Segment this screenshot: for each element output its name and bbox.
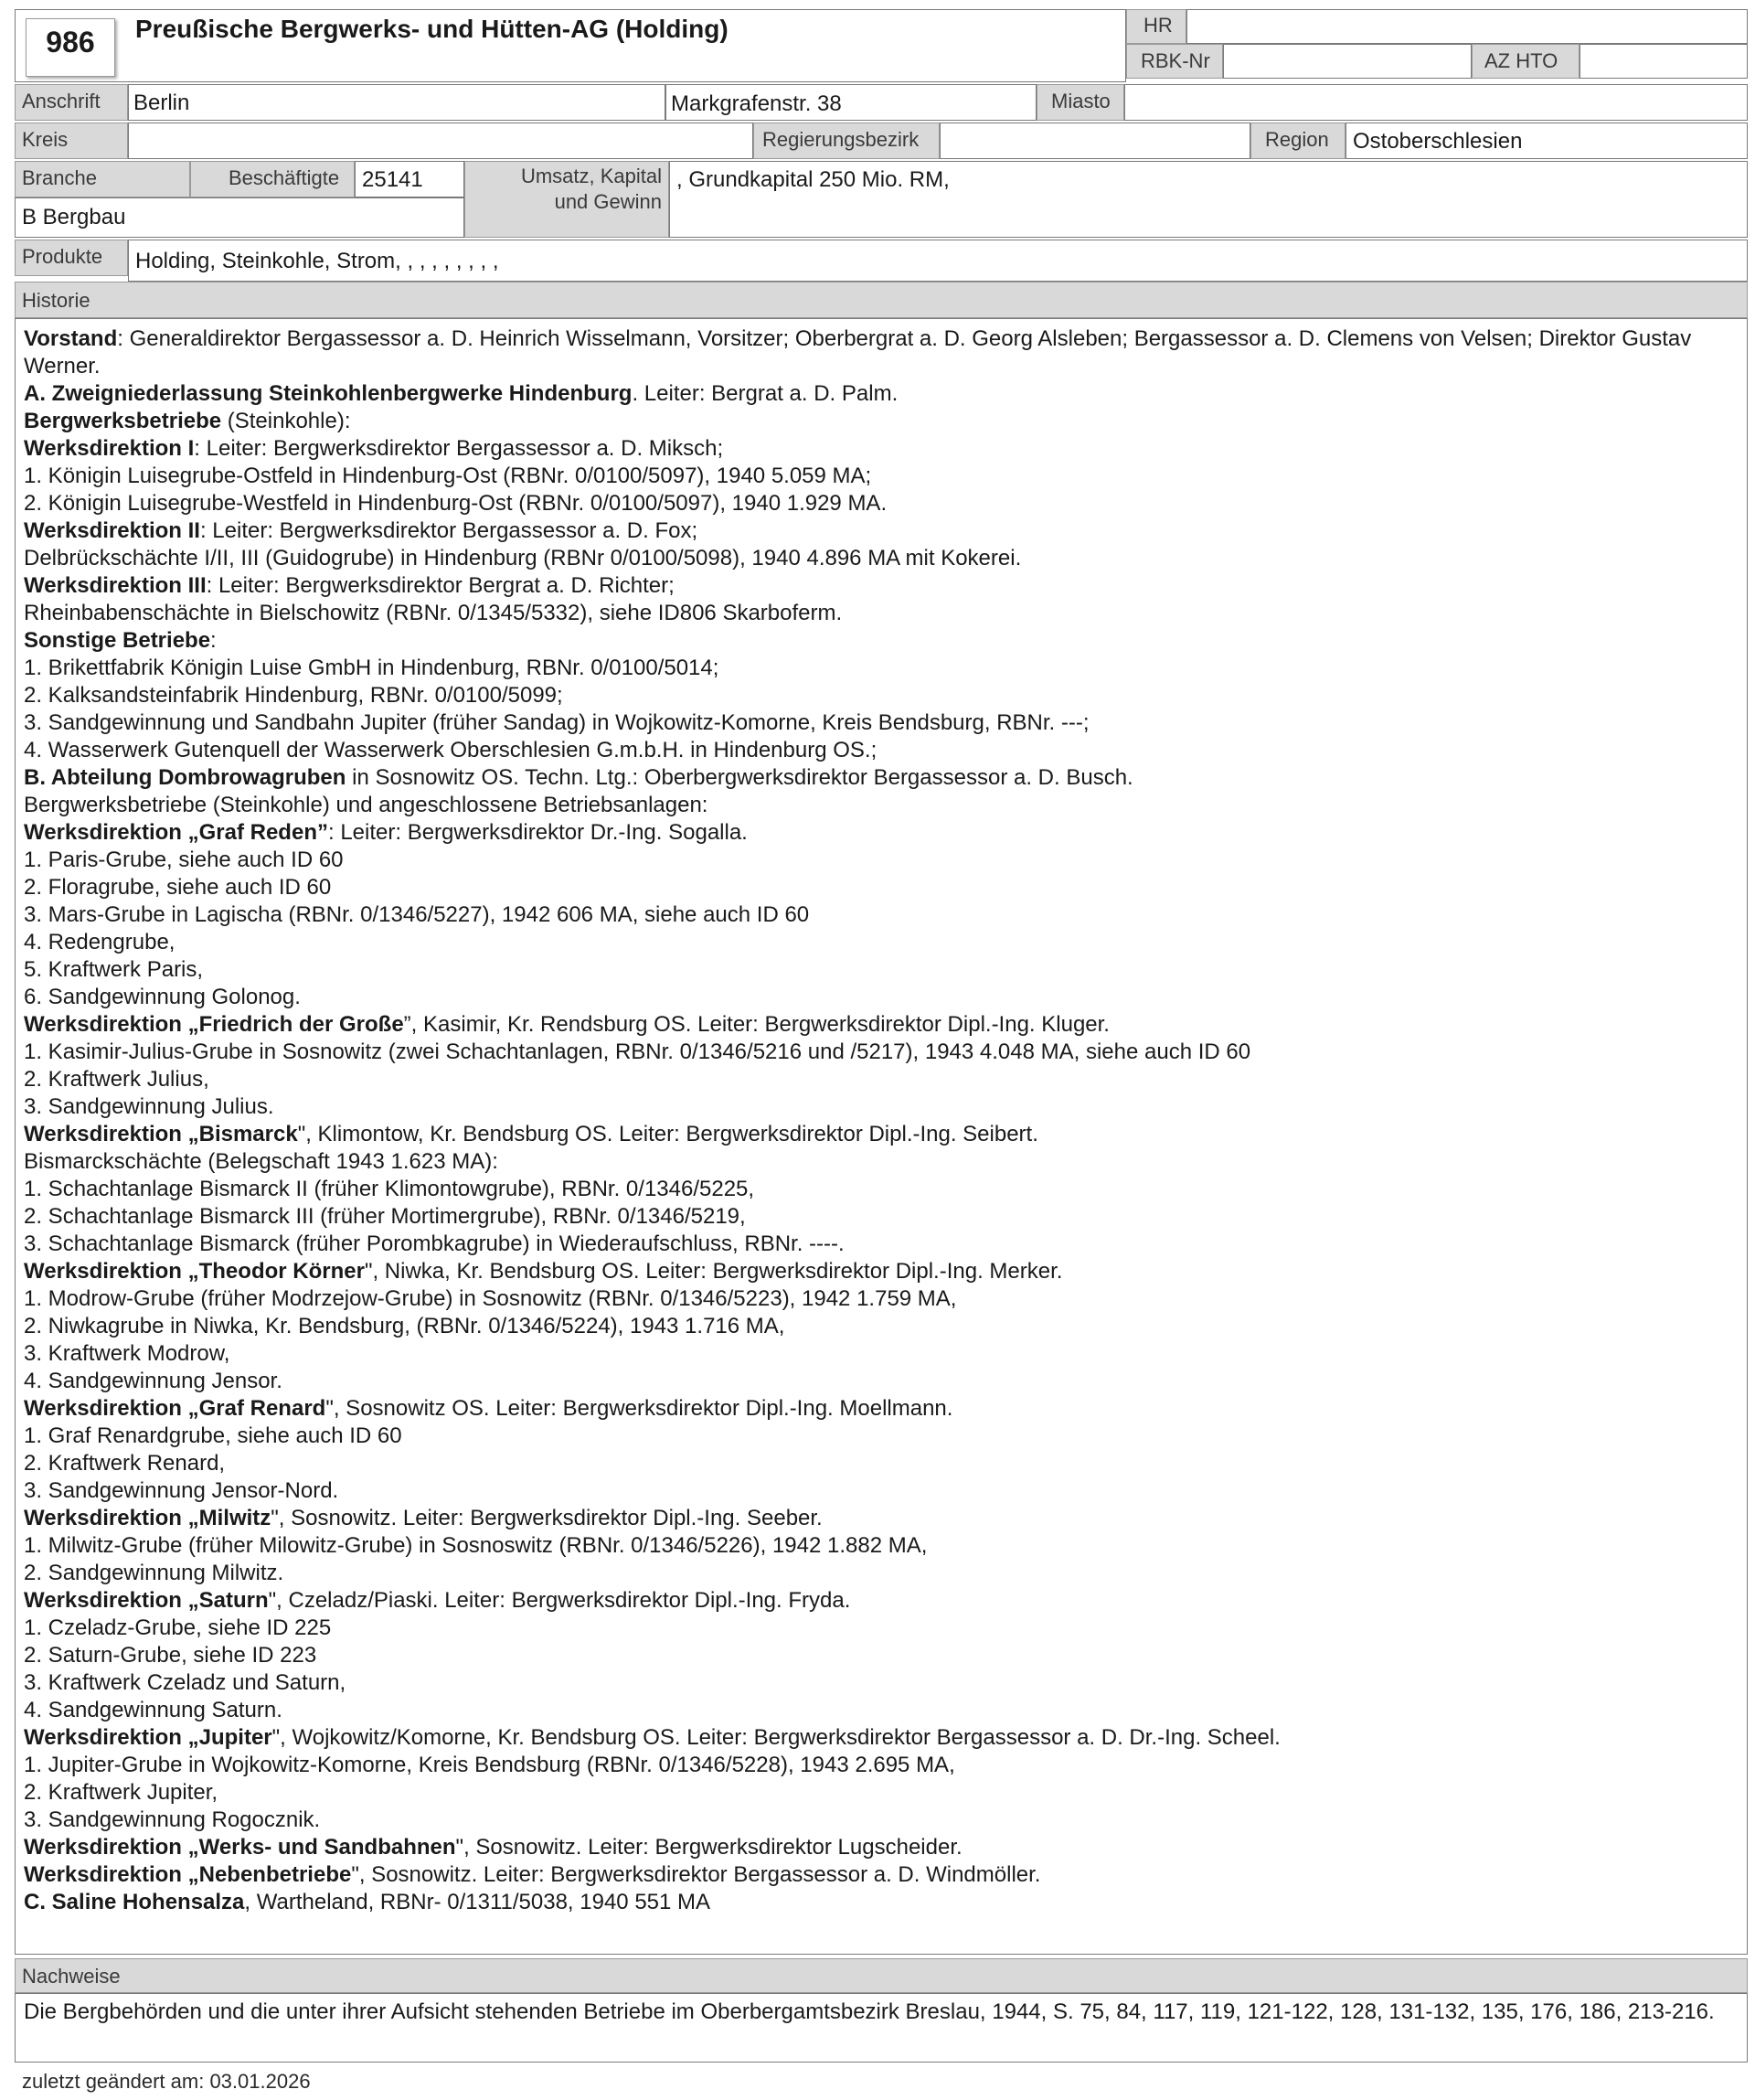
historie-line xyxy=(24,1313,1742,1340)
historie-line xyxy=(24,1395,1742,1423)
historie-line xyxy=(24,1450,1742,1477)
historie-line xyxy=(24,1368,1742,1395)
historie-line-text: 3. Sandgewinnung Rogocznik. xyxy=(24,1807,321,1832)
historie-line-bold: Werksdirektion „Graf Reden” xyxy=(24,820,328,845)
miasto-label-text: Miasto xyxy=(1051,90,1111,112)
historie-line xyxy=(24,1066,1742,1093)
azhto-field[interactable] xyxy=(1580,44,1748,79)
historie-line xyxy=(24,737,1742,764)
historie-line xyxy=(24,1148,1742,1176)
historie-line xyxy=(24,1807,1742,1834)
company-name: Preußische Bergwerks- und Hütten-AG (Holding) xyxy=(135,15,729,43)
historie-line xyxy=(24,819,1742,847)
historie-line xyxy=(24,1093,1742,1121)
historie-line-bold: Werksdirektion II xyxy=(24,518,200,543)
historie-line-text: 4. Sandgewinnung Saturn. xyxy=(24,1698,282,1722)
record-id: 986 xyxy=(46,26,95,59)
kreis-label-text: Kreis xyxy=(22,128,69,151)
historie-line-text: 5. Kraftwerk Paris, xyxy=(24,957,204,982)
historie-line-text: 3. Schachtanlage Bismarck (früher Porombkagrube) in Wiederaufschluss, RBNr. ----. xyxy=(24,1231,845,1256)
historie-line-text: : Leiter: Bergwerksdirektor Bergrat a. D. Richter; xyxy=(206,573,675,598)
historie-line-text: 2. Sandgewinnung Milwitz. xyxy=(24,1561,284,1585)
historie-line-text: : Leiter: Bergwerksdirektor Bergassessor a. D. Fox; xyxy=(199,518,698,543)
historie-line-bold: Werksdirektion „Jupiter xyxy=(24,1725,272,1750)
historie-line xyxy=(24,463,1742,490)
historie-line-text: 3. Sandgewinnung und Sandbahn Jupiter (früher Sandag) in Wojkowitz-Komorne, Kreis Bendsburg, RBNr. ---; xyxy=(24,710,1090,735)
hr-field[interactable] xyxy=(1186,9,1748,44)
historie-line xyxy=(24,1176,1742,1203)
historie-line xyxy=(24,1861,1742,1889)
historie-line xyxy=(24,1532,1742,1560)
historie-line xyxy=(24,1560,1742,1587)
historie-line-text: 2. Floragrube, siehe auch ID 60 xyxy=(24,875,332,900)
historie-label-text: Historie xyxy=(22,289,90,312)
kreis-field[interactable] xyxy=(128,123,753,159)
historie-line-bold: Werksdirektion I xyxy=(24,436,195,461)
historie-line-text: ", Sosnowitz. Leiter: Bergwerksdirektor Bergassessor a. D. Windmöller. xyxy=(351,1862,1041,1887)
historie-line-bold: Werksdirektion „Milwitz xyxy=(24,1506,271,1530)
historie-line xyxy=(24,1121,1742,1148)
historie-line-text: in Sosnowitz OS. Techn. Ltg.: Oberbergwerksdirektor Bergassessor a. D. Busch. xyxy=(346,765,1133,790)
nachweise-label xyxy=(15,1958,1748,1993)
produkte-value: Holding, Steinkohle, Strom, , , , , , , , , xyxy=(135,249,499,273)
historie-line-bold: Werksdirektion „Graf Renard xyxy=(24,1396,326,1421)
historie-line-text: 1. Jupiter-Grube in Wojkowitz-Komorne, Kreis Bendsburg (RBNr. 0/1346/5228), 1943 2.695 MA, xyxy=(24,1753,955,1777)
historie-line-bold: Werksdirektion „Saturn xyxy=(24,1588,269,1613)
hr-label-text: HR xyxy=(1143,14,1173,37)
historie-line xyxy=(24,380,1742,408)
historie-line xyxy=(24,1477,1742,1505)
anschrift-label-text: Anschrift xyxy=(22,90,101,112)
historie-line-text: ”, Kasimir, Kr. Rendsburg OS. Leiter: Bergwerksdirektor Dipl.-Ing. Kluger. xyxy=(403,1012,1110,1037)
historie-line-text: 4. Wasserwerk Gutenquell der Wasserwerk Oberschlesien G.m.b.H. in Hindenburg OS.; xyxy=(24,738,878,762)
historie-line xyxy=(24,874,1742,901)
historie-line-bold: C. Saline Hohensalza xyxy=(24,1890,245,1914)
historie-line xyxy=(24,1011,1742,1039)
historie-line xyxy=(24,764,1742,792)
branche-value: B Bergbau xyxy=(22,205,126,229)
historie-line-text: 3. Mars-Grube in Lagischa (RBNr. 0/1346/5227), 1942 606 MA, siehe auch ID 60 xyxy=(24,902,810,927)
historie-line-text: 1. Brikettfabrik Königin Luise GmbH in Hindenburg, RBNr. 0/0100/5014; xyxy=(24,656,719,680)
historie-line xyxy=(24,1285,1742,1313)
historie-line-bold: Vorstand xyxy=(24,326,118,351)
historie-line xyxy=(24,572,1742,600)
historie-line-text: ", Sosnowitz OS. Leiter: Bergwerksdirektor Dipl.-Ing. Moellmann. xyxy=(325,1396,953,1421)
historie-line xyxy=(24,435,1742,463)
nachweise-label-text: Nachweise xyxy=(22,1965,121,1988)
historie-line-bold: Werksdirektion „Werks- und Sandbahnen xyxy=(24,1835,456,1860)
historie-line-bold: Werksdirektion III xyxy=(24,573,207,598)
historie-line-bold: Werksdirektion „Bismarck xyxy=(24,1122,298,1146)
nachweise-value: Die Bergbehörden und die unter ihrer Aufsicht stehenden Betriebe im Oberbergamtsbezirk Breslau, 1944, S. 75, 84, 117, 119, 121-122, 128, 131-132, 135, 176, 186, 213-216. xyxy=(24,1999,1715,2024)
street-value: Markgrafenstr. 38 xyxy=(671,91,842,116)
historie-line xyxy=(24,1231,1742,1258)
historie-line xyxy=(24,1505,1742,1532)
historie-line-text: 1. Paris-Grube, siehe auch ID 60 xyxy=(24,847,344,872)
historie-line-text: 2. Niwkagrube in Niwka, Kr. Bendsburg, (RBNr. 0/1346/5224), 1943 1.716 MA, xyxy=(24,1314,785,1338)
historie-line xyxy=(24,1779,1742,1807)
historie-line-text: 6. Sandgewinnung Golonog. xyxy=(24,985,301,1009)
historie-line xyxy=(24,929,1742,956)
azhto-label-text: AZ HTO xyxy=(1484,49,1558,72)
historie-line-text: Delbrückschächte I/II, III (Guidogrube) in Hindenburg (RBNr 0/0100/5098), 1940 4.896 MA mit Kokerei. xyxy=(24,546,1022,570)
historie-line-text: 2. Königin Luisegrube-Westfeld in Hindenburg-Ost (RBNr. 0/0100/5097), 1940 1.929 MA. xyxy=(24,491,888,516)
historie-line xyxy=(24,682,1742,709)
historie-line-text: 3. Sandgewinnung Julius. xyxy=(24,1094,274,1119)
historie-text xyxy=(24,325,1742,1916)
historie-line xyxy=(24,1203,1742,1231)
historie-line-bold: B. Abteilung Dombrowagruben xyxy=(24,765,346,790)
historie-line-text: 3. Sandgewinnung Jensor-Nord. xyxy=(24,1478,339,1503)
historie-line-text: : Leiter: Bergwerksdirektor Bergassessor a. D. Miksch; xyxy=(194,436,724,461)
historie-line-text: 1. Kasimir-Julius-Grube in Sosnowitz (zwei Schachtanlagen, RBNr. 0/1346/5216 und /5217), 1943 4.048 MA, siehe auch ID 60 xyxy=(24,1039,1251,1064)
historie-line xyxy=(24,325,1742,380)
historie-line-text: 2. Kraftwerk Renard, xyxy=(24,1451,226,1476)
rbk-label-text: RBK-Nr xyxy=(1141,49,1210,72)
historie-line xyxy=(24,627,1742,655)
historie-line-bold: A. Zweigniederlassung Steinkohlenbergwerke Hindenburg xyxy=(24,381,633,406)
historie-line-bold: Werksdirektion „Friedrich der Große xyxy=(24,1012,404,1037)
historie-line-text: 2. Kraftwerk Julius, xyxy=(24,1067,209,1092)
historie-line-text: 1. Graf Renardgrube, siehe auch ID 60 xyxy=(24,1423,402,1448)
umsatz-value: , Grundkapital 250 Mio. RM, xyxy=(676,167,950,192)
historie-line-text: 1. Czeladz-Grube, siehe ID 225 xyxy=(24,1615,332,1640)
historie-line xyxy=(24,1834,1742,1861)
historie-line-text: : xyxy=(210,628,217,653)
historie-line xyxy=(24,1889,1742,1916)
historie-line xyxy=(24,901,1742,929)
historie-line-text: ", Klimontow, Kr. Bendsburg OS. Leiter: Bergwerksdirektor Dipl.-Ing. Seibert. xyxy=(297,1122,1038,1146)
last-changed: zuletzt geändert am: 03.01.2026 xyxy=(22,2070,311,2093)
historie-line xyxy=(24,847,1742,874)
historie-line xyxy=(24,1642,1742,1669)
historie-line xyxy=(24,1587,1742,1615)
beschaeftigte-value: 25141 xyxy=(362,167,423,192)
historie-line-text: 4. Sandgewinnung Jensor. xyxy=(24,1369,282,1393)
historie-line-text: 1. Modrow-Grube (früher Modrzejow-Grube) in Sosnowitz (RBNr. 0/1346/5223), 1942 1.759 MA, xyxy=(24,1286,957,1311)
miasto-field[interactable] xyxy=(1124,84,1748,121)
historie-line xyxy=(24,1669,1742,1697)
historie-line-text: 2. Kraftwerk Jupiter, xyxy=(24,1780,218,1805)
historie-line-text: 2. Schachtanlage Bismarck III (früher Mortimergrube), RBNr. 0/1346/5219, xyxy=(24,1204,746,1229)
historie-line-text: (Steinkohle): xyxy=(221,409,351,433)
historie-line xyxy=(24,655,1742,682)
historie-line xyxy=(24,1697,1742,1724)
historie-line-bold: Werksdirektion „Theodor Körner xyxy=(24,1259,365,1284)
historie-line-text: 1. Königin Luisegrube-Ostfeld in Hindenburg-Ost (RBNr. 0/0100/5097), 1940 5.059 MA; xyxy=(24,464,872,488)
historie-line-text: 4. Redengrube, xyxy=(24,930,176,954)
historie-line-text: ", Sosnowitz. Leiter: Bergwerksdirektor Lugscheider. xyxy=(455,1835,963,1860)
historie-line xyxy=(24,408,1742,435)
historie-line xyxy=(24,1615,1742,1642)
historie-line-text: 1. Schachtanlage Bismarck II (früher Klimontowgrube), RBNr. 0/1346/5225, xyxy=(24,1177,755,1201)
historie-line-text: , Wartheland, RBNr- 0/1311/5038, 1940 551 MA xyxy=(244,1890,711,1914)
historie-line xyxy=(24,1340,1742,1368)
umsatz-label-text-2: und Gewinn xyxy=(554,190,662,213)
region-value: Ostoberschlesien xyxy=(1353,129,1523,154)
historie-line-text: 1. Milwitz-Grube (früher Milowitz-Grube) in Sosnoswitz (RBNr. 0/1346/5226), 1942 1.882 MA, xyxy=(24,1533,928,1558)
historie-line xyxy=(24,792,1742,819)
historie-line xyxy=(24,1258,1742,1285)
historie-line xyxy=(24,490,1742,517)
regbez-field[interactable] xyxy=(940,123,1250,159)
beschaeftigte-label-text: Beschäftigte xyxy=(229,166,340,189)
historie-line-text: 2. Saturn-Grube, siehe ID 223 xyxy=(24,1643,317,1668)
historie-line-text: : Leiter: Bergwerksdirektor Dr.-Ing. Sogalla. xyxy=(327,820,748,845)
historie-line-text: ", Czeladz/Piaski. Leiter: Bergwerksdirektor Dipl.-Ing. Fryda. xyxy=(268,1588,851,1613)
historie-line xyxy=(24,709,1742,737)
historie-line xyxy=(24,600,1742,627)
historie-line-text: Bergwerksbetriebe (Steinkohle) und angeschlossene Betriebsanlagen: xyxy=(24,793,708,817)
historie-label xyxy=(15,282,1748,318)
historie-line-text: : Generaldirektor Bergassessor a. D. Heinrich Wisselmann, Vorsitzer; Oberbergrat a. D. Georg Alsleben; Bergassessor a. D. Clemens von Velsen; Direktor Gustav Werner. xyxy=(24,326,1692,378)
historie-line xyxy=(24,956,1742,984)
historie-line-text: 3. Kraftwerk Modrow, xyxy=(24,1341,230,1366)
historie-line xyxy=(24,1423,1742,1450)
historie-line-text: ", Sosnowitz. Leiter: Bergwerksdirektor Dipl.-Ing. Seeber. xyxy=(271,1506,823,1530)
historie-line xyxy=(24,1039,1742,1066)
historie-line-bold: Werksdirektion „Nebenbetriebe xyxy=(24,1862,352,1887)
regbez-label-text: Regierungsbezirk xyxy=(762,128,920,151)
produkte-label-text: Produkte xyxy=(22,245,103,268)
historie-line-text: 2. Kalksandsteinfabrik Hindenburg, RBNr. 0/0100/5099; xyxy=(24,683,563,708)
umsatz-label-text-1: Umsatz, Kapital xyxy=(520,165,662,187)
historie-line-text: . Leiter: Bergrat a. D. Palm. xyxy=(632,381,899,406)
historie-line xyxy=(24,1724,1742,1752)
branche-label-text: Branche xyxy=(22,166,97,189)
historie-line-text: ", Niwka, Kr. Bendsburg OS. Leiter: Bergwerksdirektor Dipl.-Ing. Merker. xyxy=(364,1259,1063,1284)
city-value: Berlin xyxy=(133,91,190,115)
historie-line xyxy=(24,545,1742,572)
historie-line-text: ", Wojkowitz/Komorne, Kr. Bendsburg OS. Leiter: Bergwerksdirektor Bergassessor a. D. Dr.-Ing. Scheel. xyxy=(271,1725,1281,1750)
historie-line-bold: Bergwerksbetriebe xyxy=(24,409,222,433)
historie-line-text: Rheinbabenschächte in Bielschowitz (RBNr. 0/1345/5332), siehe ID806 Skarboferm. xyxy=(24,601,843,625)
historie-line xyxy=(24,984,1742,1011)
region-label-text: Region xyxy=(1265,128,1329,151)
historie-line-text: 3. Kraftwerk Czeladz und Saturn, xyxy=(24,1670,346,1695)
rbk-field[interactable] xyxy=(1223,44,1472,79)
historie-line-text: Bismarckschächte (Belegschaft 1943 1.623 MA): xyxy=(24,1149,498,1174)
historie-line-bold: Sonstige Betriebe xyxy=(24,628,211,653)
historie-line xyxy=(24,1752,1742,1779)
historie-line xyxy=(24,517,1742,545)
city-field[interactable] xyxy=(128,84,665,121)
